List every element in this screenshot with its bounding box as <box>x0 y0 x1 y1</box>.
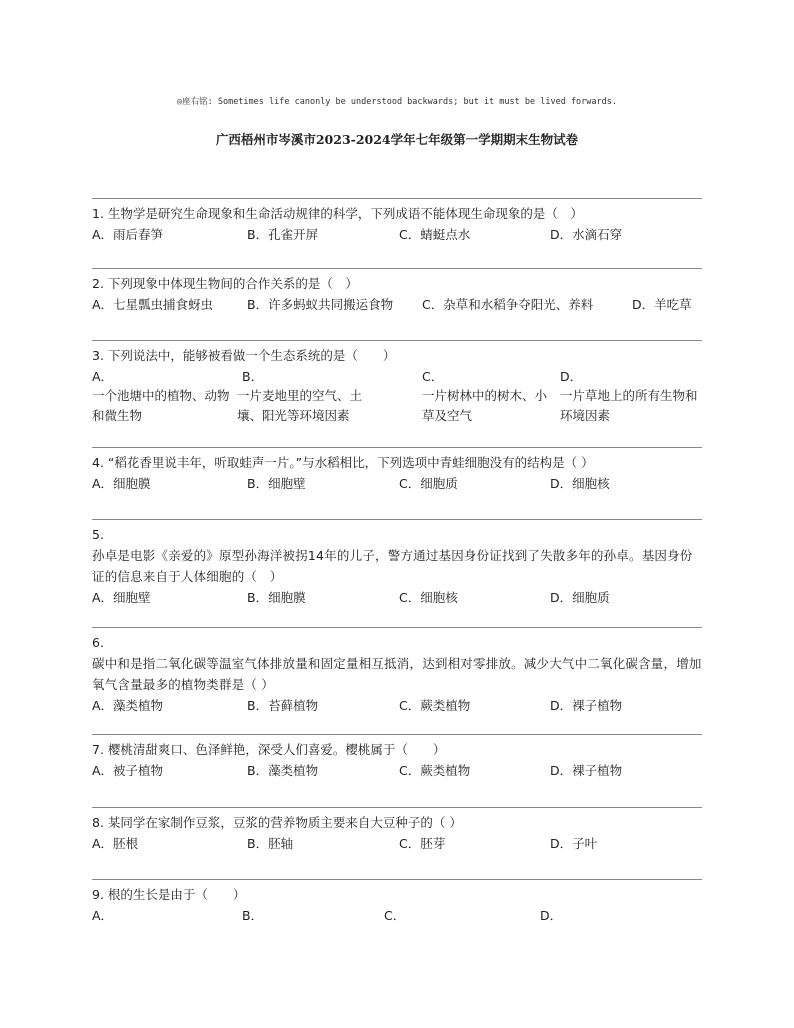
question-stem: 9. 根的生长是由于（ ） <box>92 887 246 902</box>
option-a[interactable]: A．藻类植物 <box>92 698 164 713</box>
options-row <box>92 294 702 315</box>
question-5 <box>92 519 702 608</box>
option-a[interactable]: A． <box>92 908 114 923</box>
question-stem: 孙卓是电影《亲爱的》原型孙海洋被拐14年的儿子，警方通过基因身份证找到了失散多年的孙卓。基因身份证的信息来自于人体细胞的（ ） <box>92 548 693 584</box>
question-1 <box>92 198 702 245</box>
option-c[interactable]: C．蕨类植物 <box>399 698 471 713</box>
option-d[interactable]: D．裸子植物 <box>550 698 623 713</box>
options-row <box>92 905 702 926</box>
option-a-letter[interactable]: A． <box>92 369 114 384</box>
option-d-letter[interactable]: D． <box>560 369 583 384</box>
option-b[interactable]: B．细胞膜 <box>247 590 306 605</box>
option-c[interactable]: C．细胞核 <box>399 590 458 605</box>
option-c-letter[interactable]: C． <box>422 369 444 384</box>
question-stem: 7. 樱桃清甜爽口、色泽鲜艳，深受人们喜爱。樱桃属于（ ） <box>92 742 446 757</box>
option-a[interactable]: A．胚根 <box>92 836 139 851</box>
option-c[interactable]: C． <box>384 908 406 923</box>
option-c[interactable]: C．细胞质 <box>399 476 458 491</box>
option-c[interactable]: C．胚芽 <box>399 836 446 851</box>
question-number: 6. <box>92 635 104 650</box>
option-d-text[interactable]: 一片草地上的所有生物和环境因素 <box>560 388 698 423</box>
question-stem: 4. “稻花香里说丰年，听取蛙声一片。”与水稻相比，下列选项中青蛙细胞没有的结构是（ ） <box>92 455 594 470</box>
page-title: 广西梧州市岑溪市2023-2024学年七年级第一学期期末生物试卷 <box>215 132 579 147</box>
option-d[interactable]: D．羊吃草 <box>632 297 692 312</box>
option-d[interactable]: D．细胞质 <box>550 590 610 605</box>
option-c[interactable]: C．蕨类植物 <box>399 763 471 778</box>
question-7 <box>92 734 702 781</box>
question-9 <box>92 879 702 926</box>
options-row <box>92 833 702 854</box>
option-b-letter[interactable]: B． <box>242 369 264 384</box>
question-stem: 2. 下列现象中体现生物间的合作关系的是（ ） <box>92 276 358 291</box>
option-b[interactable]: B．苔藓植物 <box>247 698 319 713</box>
options-row <box>92 473 702 494</box>
option-d[interactable]: D．细胞核 <box>550 476 610 491</box>
question-2 <box>92 268 702 315</box>
option-b[interactable]: B．细胞壁 <box>247 476 306 491</box>
question-3 <box>92 340 702 430</box>
option-c[interactable]: C．杂草和水稻争夺阳光、养料 <box>422 297 594 312</box>
option-d[interactable]: D．水滴石穿 <box>550 227 623 242</box>
options-row <box>92 587 702 608</box>
option-b[interactable]: B． <box>242 908 264 923</box>
options-letters <box>92 366 702 386</box>
question-6 <box>92 627 702 716</box>
question-number: 5. <box>92 527 104 542</box>
option-d[interactable]: D．裸子植物 <box>550 763 623 778</box>
options-text <box>92 386 702 430</box>
option-a-text[interactable]: 一个池塘中的植物、动物和微生物 <box>92 388 230 423</box>
option-b-text[interactable]: 一片麦地里的空气、土壤、阳光等环境因素 <box>237 388 363 423</box>
question-stem: 1. 生物学是研究生命现象和生命活动规律的科学，下列成语不能体现生命现象的是（ ） <box>92 206 583 221</box>
question-4 <box>92 447 702 494</box>
option-c[interactable]: C．蜻蜓点水 <box>399 227 471 242</box>
option-b[interactable]: B．胚轴 <box>247 836 294 851</box>
option-a[interactable]: A．细胞膜 <box>92 476 151 491</box>
option-a[interactable]: A．被子植物 <box>92 763 164 778</box>
question-stem: 3. 下列说法中，能够被看做一个生态系统的是（ ） <box>92 348 396 363</box>
options-row <box>92 760 702 781</box>
option-a[interactable]: A．细胞壁 <box>92 590 151 605</box>
question-8 <box>92 807 702 854</box>
option-b[interactable]: B．许多蚂蚁共同搬运食物 <box>247 297 394 312</box>
option-b[interactable]: B．藻类植物 <box>247 763 319 778</box>
option-b[interactable]: B．孔雀开屏 <box>247 227 319 242</box>
option-c-text[interactable]: 一片树林中的树木、小草及空气 <box>422 388 548 423</box>
option-d[interactable]: D． <box>540 908 563 923</box>
option-a[interactable]: A．七星瓢虫捕食蚜虫 <box>92 297 214 312</box>
option-d[interactable]: D．子叶 <box>550 836 598 851</box>
motto: ◎座右铭: Sometimes life canonly be understood backwards; but it must be lived forwards. <box>176 97 617 107</box>
question-stem: 碳中和是指二氧化碳等温室气体排放量和固定量相互抵消，达到相对零排放。减少大气中二氧化碳含量，增加氧气含量最多的植物类群是（ ） <box>92 656 702 692</box>
options-row <box>92 224 702 245</box>
options-row <box>92 695 702 716</box>
question-stem: 8. 某同学在家制作豆浆，豆浆的营养物质主要来自大豆种子的（ ） <box>92 815 462 830</box>
option-a[interactable]: A．雨后春笋 <box>92 227 164 242</box>
